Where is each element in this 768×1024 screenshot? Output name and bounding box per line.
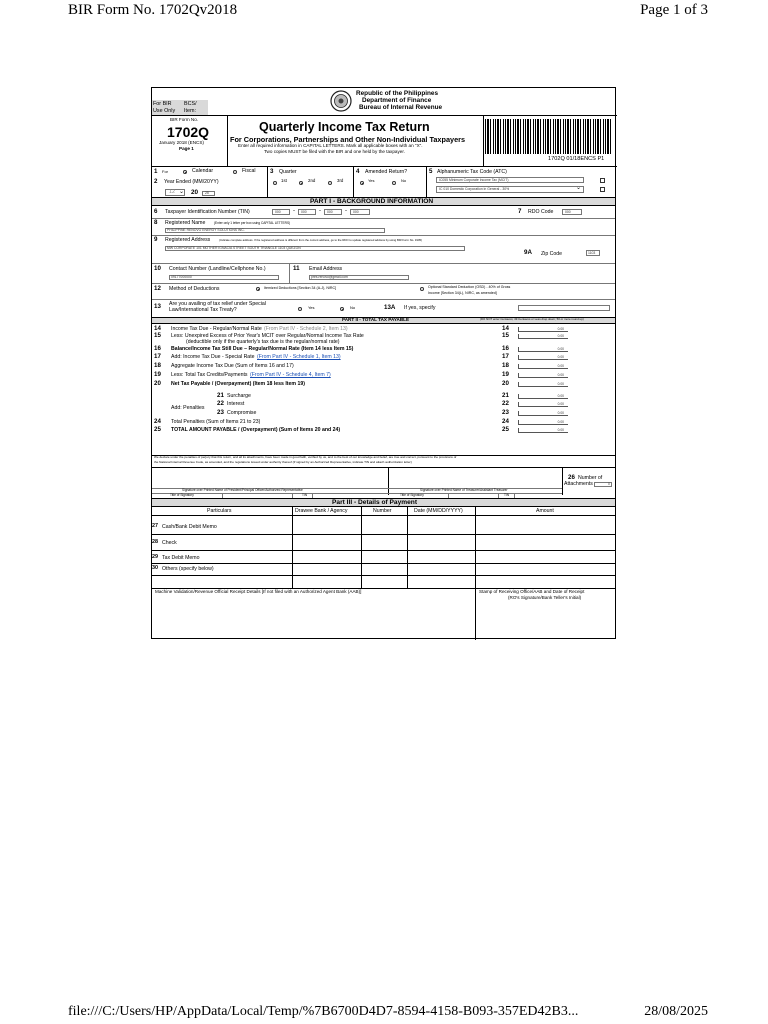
q3-label: 3rd [337, 178, 344, 183]
item-15-num: 15 [154, 332, 161, 339]
item-14-right-num: 14 [502, 325, 509, 332]
amended-yes-radio[interactable] [360, 181, 364, 185]
item-23-right-num: 23 [502, 409, 509, 416]
calendar-radio[interactable] [183, 170, 187, 174]
contact-number-label: Contact Number (Landline/Cellphone No.) [169, 266, 266, 272]
item-23-num: 23 [217, 409, 224, 416]
item-23-label: Compromise [227, 410, 257, 416]
item-22-right-num: 22 [502, 400, 509, 407]
contact-number-value: 09177000000 [171, 274, 192, 279]
item-19-reference[interactable]: (From Part IV - Schedule 4, Item 7) [250, 372, 331, 378]
item-3-num: 3 [270, 168, 274, 175]
item-2-num: 2 [154, 178, 158, 185]
item-15-sublabel: (deductible only if the quarterly's tax due is the regular/normal rate) [186, 339, 340, 345]
attachments-label-1: Number of [578, 475, 603, 481]
add-penalties-label: Add: Penalties [171, 405, 205, 411]
item-16-num: 16 [154, 345, 161, 352]
atc-checkbox-1[interactable] [600, 178, 605, 183]
item-24-right-num: 24 [502, 418, 509, 425]
atc-value-1: IC055 Minimum Corporate Income Tax (MCIT) [439, 177, 509, 182]
registered-address-hint: (Indicate complete address. If the registered address is different from the current address, go to the RDO to update registered address by using BIR Form No. 1905) [219, 238, 422, 242]
item-14-amount-field[interactable] [518, 327, 568, 332]
title-signatory-right: Title of Signatory [400, 493, 424, 497]
item-14-reference: (From Part IV - Schedule 2, Item 13) [264, 326, 348, 332]
item-17-amount-field[interactable] [518, 355, 568, 360]
form-edition: January 2018 (ENCS) [159, 140, 204, 145]
form-no-caption: BIR Form No. [170, 117, 199, 122]
form-subtitle: For Corporations, Partnerships and Other Non-Individual Taxpayers [230, 135, 466, 144]
for-label: For [162, 169, 168, 174]
atc-value-2: IC 010 Domestic Corporation in General - 30% [439, 187, 510, 191]
item-22-amount-value: 0.00 [557, 402, 564, 407]
item-25-right-num: 25 [502, 426, 509, 433]
item-22-amount-field[interactable] [518, 402, 568, 407]
item-14-amount-value: 0.00 [557, 327, 564, 332]
item-27-num: 27 [152, 523, 158, 529]
item-19-amount-value: 0.00 [557, 373, 564, 378]
tin-label: Taxpayer Identification Number (TIN) [165, 209, 250, 215]
bir-form-1702q: Republic of the Philippines Department of Finance Bureau of Internal Revenue For BIR Use Only BCS/ Item: BIR Form No. 1702Q January 2018 (ENCS) Page 1 Quarterly Income Tax Return For Corporations, Partnerships and Other Non-Individual Taxpayers Enter all required information in CAPITAL LETTERS. Mark all applicable boxes with an "X". Two copies MUST be filed with the BIR and one held by the taxpayer. 1702Q 01/18ENCS P1 1 For Calendar Fiscal 2 Year Ended (MM/20YY) 12 ⌄ 20 25 3 Quarter 1st 2nd 3rd 4 Amended Return? Yes No 5 Alphanumeric Tax Code (ATC) IC055 Minimum Corporate Income Tax (MCIT) IC 010 Domestic Corporation in General - 30% ⌄ PART I - BACKGROUND INFORMATION 6 Taxpayer Identification Number (TIN) 000 - 000 - 000 - 000 7 RDO Code 000 8 Registered Name (Enter only 1 letter per box using CAPITAL LETTERS) PHILIPPINE RENOVO ENERGY SOLUTIONS INC. 9 Registered Address (Indicate complete address. If the registered address is different from the current address, go to the RDO to update registered address by using BIR Form No. 1905) MW CORPORATE 101 MOTHER IGNACIA STREET SOUTH TRIANGLE 1103 QUEZON 9A Zip Code 1103 10 Contact Number (Landline/Cellphone No.) 09177000000 11 Email Address pres.renovo@gmail.com 12 Method of Deductions Itemized Deductions [Section 34 (A-J), NIRC] Optional Standard Deduction (OSD) - 40% of Gross Income [Section 34(L), NIRC, as amended] 13 Are you availing of tax relief under Special Law/International Tax Treaty? Yes No 13A If yes, specify PART II - TOTAL TAX PAYABLE (DO NOT enter Centavos; 49 Centavos or Less drop down; 50 or more round up) 14 Income Tax Due - Regular/Normal Rate (From Part IV - Schedule 2, Item 13) 14 0.00 15 Less: Unexpired Excess of Prior Year's MCIT over Regular/Normal Income Tax Rate (deductible only if the quarterly's tax due is the regular/normal rate) 15 0.00 16 Balance/Income Tax Still Due – Regular/Normal Rate (Item 14 less Item 15) 16 0.00 17 Add: Income Tax Due - Special Rate (From Part IV - Schedule 1, Item 13) 17 0.00 18 Aggregate Income Tax Due (Sum of Items 16 and 17) 18 0.00 19 Less: Total Tax Credits/Payments (From Part IV - Schedule 4, Item 7) 19 0.00 20 Net Tax Payable / (Overpayment) (Item 18 less Item 19) 20 0.00 21 Surcharge 21 0.00 22 Interest 22 0.00 23 Compromise 23 0.00 24 Total Penalties (Sum of Items 21 to 23) 24 0.00 25 TOTAL AMOUNT PAYABLE / (Overpayment) (Sum of Items 20 and 24) 25 0.00 Add: Penalties We declare under the penalties of perjury that this return, and all its attachments, have been made in good faith, verified by us, and to the best of our knowledge and belief, are true and correct, pursuant to the provisions of the National Internal Revenue Code, as amended, and the regulations issued under authority thereof (If signed by an Authorized Representative, indicate TIN and attach authorization letter) 26 Number of Attachments 0 Signature over Printed Name of President/Principal Officer/Authorized Representative Signature over Printed Name of Treasurer/Assistant Treasurer Title of Signatory TIN Title of Signatory TIN Part III - Details of Payment Particulars Drawee Bank / Agency Number Date (MM/DD/YYYY) Amount 27 Cash/Bank Debit Memo 28 Check 29 Tax Debit Memo 30 Others (specify below) Machine Validation/Revenue Official Receipt Details [If not filed with an Authorized Agent Bank (AAB)] Stamp of Receiving Office/AAB and Date of Receipt (RO's Signature/Bank Teller's Initial) [151, 87, 616, 639]
page-header-right: Page 1 of 3 [640, 2, 708, 18]
item-17-label: Add: Income Tax Due - Special Rate [171, 354, 255, 360]
part-2-title: PART II - TOTAL TAX PAYABLE [342, 317, 410, 322]
form-title: Quarterly Income Tax Return [259, 120, 430, 134]
item-28-num: 28 [152, 539, 158, 545]
agency-line-2: Department of Finance [362, 97, 432, 104]
rdo-value: 000 [565, 209, 571, 214]
registered-name-value: PHILIPPINE RENOVO ENERGY SOLUTIONS INC. [167, 227, 245, 232]
agency-line-1: Republic of the Philippines [356, 90, 439, 97]
month-value: 12 [169, 189, 175, 195]
item-22-label: Interest [227, 401, 245, 407]
item-6-num: 6 [154, 208, 158, 215]
form-number: 1702Q [167, 124, 210, 140]
item-1-num: 1 [154, 168, 158, 175]
bir-seal-icon [330, 90, 352, 112]
cash-bank-debit-memo-label: Cash/Bank Debit Memo [162, 524, 217, 530]
amended-no-label: No [401, 178, 407, 183]
registered-name-hint: (Enter only 1 letter per box using CAPITAL LETTERS) [214, 221, 291, 225]
tax-relief-label-1: Are you availing of tax relief under Special [169, 301, 266, 307]
item-18-amount-value: 0.00 [557, 364, 564, 369]
item-20-amount-value: 0.00 [557, 382, 564, 387]
registered-address-value: MW CORPORATE 101 MOTHER IGNACIA STREET SOUTH TRIANGLE 1103 QUEZON [167, 245, 301, 250]
item-10-num: 10 [154, 265, 161, 272]
item-15-right-num: 15 [502, 332, 509, 339]
chevron-down-icon: ⌄ [576, 185, 582, 191]
tax-relief-yes-radio[interactable] [298, 307, 302, 311]
item-12-num: 12 [154, 285, 161, 292]
tax-relief-yes-label: Yes [308, 305, 315, 310]
amended-label: Amended Return? [365, 169, 408, 175]
year-prefix: 20 [191, 189, 199, 196]
item-7-num: 7 [518, 208, 522, 215]
item-16-right-num: 16 [502, 345, 509, 352]
item-18-label: Aggregate Income Tax Due (Sum of Items 16 and 17) [171, 363, 294, 369]
col-header-drawee-bank: Drawee Bank / Agency [295, 508, 348, 514]
item-17-num: 17 [154, 353, 161, 360]
q2-label: 2nd [308, 178, 316, 183]
barcode-caption: 1702Q 01/18ENCS P1 [548, 156, 605, 162]
quarter-1st-radio[interactable] [273, 181, 277, 185]
item-30-num: 30 [152, 565, 158, 571]
item-15-amount-field[interactable] [518, 334, 568, 339]
signature-right-label: Signature over Printed Name of Treasurer/Assistant Treasurer [420, 488, 508, 492]
part-1-title: PART I - BACKGROUND INFORMATION [310, 198, 434, 205]
item-20-label: Net Tax Payable / (Overpayment) (Item 18 less Item 19) [171, 381, 305, 387]
item-24-num: 24 [154, 418, 161, 425]
tax-relief-no-radio[interactable] [340, 307, 344, 311]
year-value: 25 [205, 191, 209, 195]
itemized-deductions-radio[interactable] [256, 287, 260, 291]
item-label: Item: [184, 108, 196, 114]
tin-value-1: 000 [275, 209, 281, 214]
registered-name-label: Registered Name [165, 220, 206, 226]
tin-left-label: TIN [302, 493, 308, 497]
item-18-num: 18 [154, 362, 161, 369]
page-footer-url: file:///C:/Users/HP/AppData/Local/Temp/%7B6700D4D7-8594-4158-B093-357ED42B3... [68, 1004, 579, 1019]
amended-no-radio[interactable] [392, 181, 396, 185]
atc-label: Alphanumeric Tax Code (ATC) [437, 169, 507, 175]
item-19-amount-field[interactable] [518, 373, 568, 378]
zip-code-label: Zip Code [541, 251, 563, 257]
registered-address-label: Registered Address [165, 237, 211, 243]
calendar-label: Calendar [192, 168, 214, 174]
col-header-date: Date (MM/DD/YYYY) [414, 508, 463, 514]
form-instruction-2: Two copies MUST be filed with the BIR and one held by the taxpayer. [264, 149, 405, 154]
tax-relief-no-label: No [350, 305, 356, 310]
tax-debit-memo-label: Tax Debit Memo [162, 555, 200, 561]
osd-radio[interactable] [420, 287, 424, 291]
item-8-num: 8 [154, 219, 158, 226]
zip-code-value: 1103 [588, 250, 596, 255]
item-18-right-num: 18 [502, 362, 509, 369]
item-25-amount-value: 0.00 [557, 428, 564, 433]
form-page: Page 1 [179, 146, 194, 151]
others-label: Others (specify below) [162, 566, 214, 572]
fiscal-label: Fiscal [242, 168, 256, 174]
special-law-field[interactable] [518, 305, 610, 311]
specify-label: If yes, specify [404, 305, 436, 311]
email-label: Email Address [309, 266, 343, 272]
signature-left-label: Signature over Printed Name of President/Principal Officer/Authorized Representative [182, 488, 303, 492]
col-header-amount: Amount [536, 508, 554, 514]
tin-value-2: 000 [301, 209, 307, 214]
email-value: pres.renovo@gmail.com [311, 274, 348, 279]
page-footer-date: 28/08/2025 [644, 1004, 708, 1019]
method-of-deductions-label: Method of Deductions [169, 286, 220, 292]
item-19-label: Less: Total Tax Credits/Payments [171, 372, 248, 378]
item-9a-num: 9A [524, 249, 532, 256]
tin-value-4: 000 [353, 209, 359, 214]
item-24-amount-field[interactable] [518, 420, 568, 425]
item-20-amount-field[interactable] [518, 382, 568, 387]
attachments-label-2: Attachments [564, 481, 593, 487]
item-24-label: Total Penalties (Sum of Items 21 to 23) [171, 419, 261, 425]
chevron-down-icon: ⌄ [179, 189, 185, 195]
item-4-num: 4 [356, 168, 360, 175]
item-20-num: 20 [154, 380, 161, 387]
item-5-num: 5 [429, 168, 433, 175]
stamp-label-1: Stamp of Receiving Office/AAB and Date of Receipt [479, 589, 585, 594]
form-instruction-1: Enter all required information in CAPITAL LETTERS. Mark all applicable boxes with an "X". [238, 143, 423, 148]
col-header-number: Number [373, 508, 392, 514]
item-15-label: Less: Unexpired Excess of Prior Year's MCIT over Regular/Normal Income Tax Rate [171, 333, 364, 339]
quarter-label: Quarter [279, 169, 297, 175]
use-only-label: Use Only [153, 108, 176, 114]
rdo-label: RDO Code [528, 209, 554, 215]
item-9-num: 9 [154, 236, 158, 243]
q1-label: 1st [281, 178, 287, 183]
osd-label-1: Optional Standard Deduction (OSD) - 40% of Gross [428, 285, 511, 289]
check-label: Check [162, 540, 177, 546]
tin-right-label: TIN [504, 493, 510, 497]
item-23-amount-value: 0.00 [557, 411, 564, 416]
item-17-reference[interactable]: (From Part IV - Schedule 1, Item 13) [257, 354, 341, 360]
item-11-num: 11 [293, 265, 300, 272]
item-15-amount-value: 0.00 [557, 334, 564, 339]
title-signatory-left: Title of Signatory [170, 493, 194, 497]
item-21-label: Surcharge [227, 393, 251, 399]
item-17-right-num: 17 [502, 353, 509, 360]
item-25-label: TOTAL AMOUNT PAYABLE / (Overpayment) (Sum of Items 20 and 24) [171, 427, 341, 433]
declaration-line-2: the National Internal Revenue Code, as amended, and the regulations issued under authority thereof (If signed by an Authorized Representative, indicate TIN and attach authorization letter) [154, 460, 412, 464]
page-header-left: BIR Form No. 1702Qv2018 [68, 2, 238, 18]
item-21-num: 21 [217, 392, 224, 399]
tin-value-3: 000 [327, 209, 333, 214]
item-17-amount-value: 0.00 [557, 355, 564, 360]
item-16-amount-value: 0.00 [557, 347, 564, 352]
item-14-num: 14 [154, 325, 161, 332]
year-ended-label: Year Ended (MM/20YY) [164, 179, 219, 185]
item-16-label: Balance/Income Tax Still Due – Regular/Normal Rate (Item 14 less Item 15) [171, 346, 354, 352]
atc-checkbox-2[interactable] [600, 187, 605, 192]
item-21-right-num: 21 [502, 392, 509, 399]
item-13-num: 13 [154, 303, 161, 310]
tax-relief-label-2: Law/International Tax Treaty? [169, 307, 237, 313]
item-26-num: 26 [568, 474, 575, 481]
item-21-amount-value: 0.00 [557, 394, 564, 399]
item-24-amount-value: 0.00 [557, 420, 564, 425]
item-25-num: 25 [154, 426, 161, 433]
item-18-amount-field[interactable] [518, 364, 568, 369]
item-22-num: 22 [217, 400, 224, 407]
item-20-right-num: 20 [502, 380, 509, 387]
for-bir-label: For BIR [153, 101, 172, 107]
declaration-line-1: We declare under the penalties of perjury that this return, and all its attachments, have been made in good faith, verified by us, and to the best of our knowledge and belief, are true and correct, pursuant to the provisions of [154, 455, 457, 459]
form-barcode [485, 119, 613, 154]
col-header-particulars: Particulars [207, 508, 232, 514]
stamp-label-2: (RO's Signature/Bank Teller's Initial) [508, 595, 582, 600]
part-2-note: (DO NOT enter Centavos; 49 Centavos or Less drop down; 50 or more round up) [480, 317, 584, 321]
agency-line-3: Bureau of Internal Revenue [359, 104, 443, 111]
quarter-3rd-radio[interactable] [328, 181, 332, 185]
item-21-amount-field[interactable] [518, 394, 568, 399]
osd-label-2: Income [Section 34(L), NIRC, as amended] [428, 291, 497, 295]
item-19-num: 19 [154, 371, 161, 378]
attachments-value: 0 [608, 482, 610, 486]
item-16-amount-field[interactable] [518, 347, 568, 352]
machine-validation-label: Machine Validation/Revenue Official Receipt Details [If not filed with an Authorized Agent Bank (AAB)] [155, 589, 362, 594]
item-25-amount-field[interactable] [518, 428, 568, 433]
item-29-num: 29 [152, 554, 158, 560]
item-14-label: Income Tax Due - Regular/Normal Rate [171, 326, 262, 332]
amended-yes-label: Yes [368, 178, 375, 183]
itemized-deductions-label: Itemized Deductions [Section 34 (A-J), NIRC] [264, 286, 337, 290]
part-3-title: Part III - Details of Payment [332, 499, 418, 506]
fiscal-radio[interactable] [233, 170, 237, 174]
item-19-right-num: 19 [502, 371, 509, 378]
item-23-amount-field[interactable] [518, 411, 568, 416]
item-13a-num: 13A [384, 304, 396, 311]
bcs-label: BCS/ [184, 101, 197, 107]
quarter-2nd-radio[interactable] [299, 181, 303, 185]
